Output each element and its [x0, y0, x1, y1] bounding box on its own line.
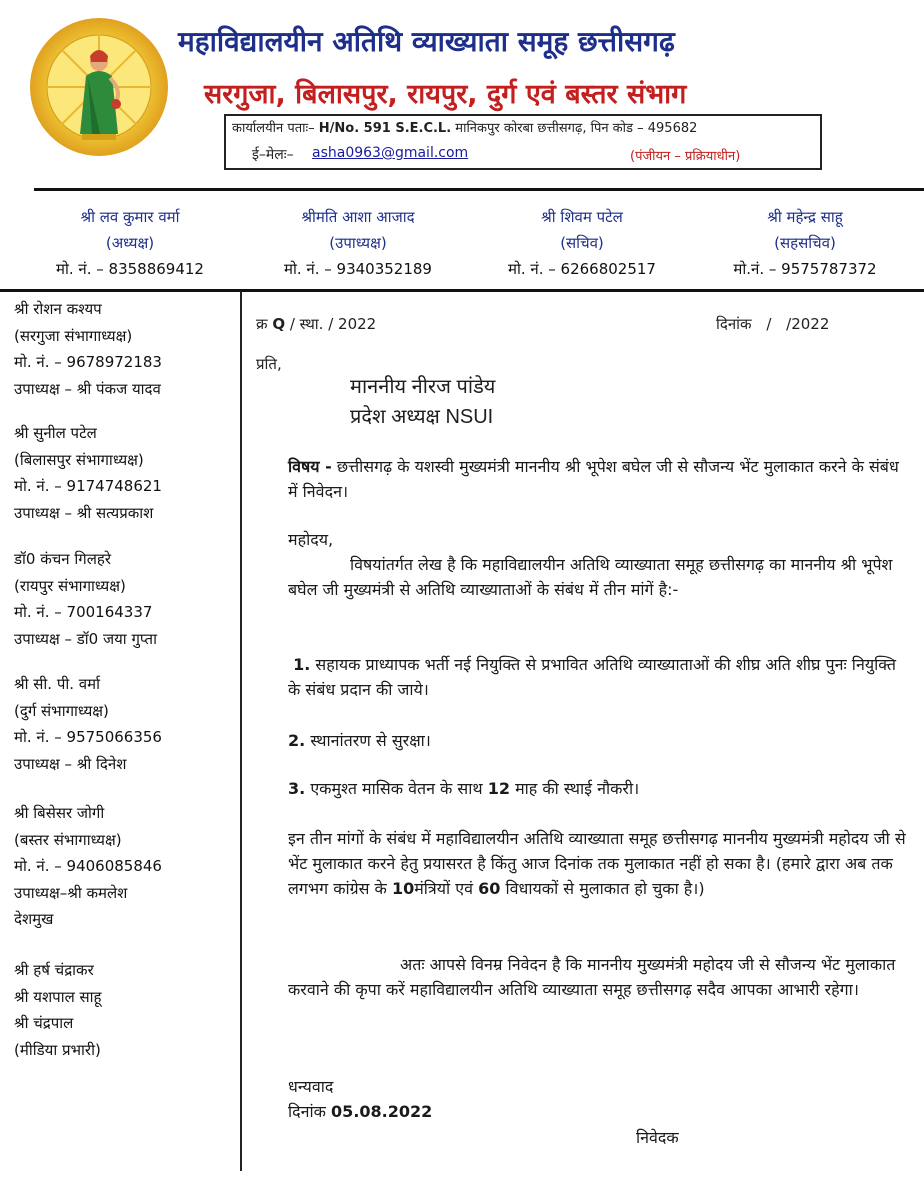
sidebar-line: उपाध्यक्ष – श्री पंकज यादव [14, 379, 161, 398]
sidebar-line: उपाध्यक्ष – श्री दिनेश [14, 754, 127, 773]
sidebar-line: उपाध्यक्ष – डॉ0 जया गुप्ता [14, 629, 157, 648]
sidebar-line: श्री यशपाल साहू [14, 987, 102, 1006]
demand-3 [288, 776, 912, 801]
sidebar-line: श्री सुनील पटेल [14, 424, 97, 442]
divisions-subtitle: सरगुजा, बिलासपुर, रायपुर, दुर्ग एवं बस्तर संभाग [204, 79, 687, 110]
officer-role: (उपाध्यक्ष) [329, 234, 387, 252]
sidebar-block-surguja [14, 296, 240, 402]
sidebar-block-bastar [14, 800, 240, 933]
demand-number: 2. [288, 731, 306, 750]
request-text: अतः आपसे विनम्र निवेदन है कि माननीय मुख्यमंत्री महोदय जी से सौजन्य भेंट मुलाकात करवाने की कृपा करें महाविद्यालयीन अतिथि व्याख्याता समूह छत्तीसगढ़ सदैव आपका आभारी रहेगा। [288, 955, 896, 999]
ministers-count: 10 [391, 879, 415, 898]
demand-number: 3. [288, 779, 306, 798]
officer-president [30, 204, 230, 282]
address-rest: मानिकपुर कोरबा छत्तीसगढ़, पिन कोड – 495682 [455, 121, 698, 136]
officer-role: (अध्यक्ष) [105, 234, 155, 252]
header-divider [34, 188, 924, 191]
officer-name: श्री महेन्द्र साहू [767, 208, 843, 226]
address-label: कार्यालयीन पताः– [232, 121, 315, 136]
demand-number: 1. [293, 655, 311, 674]
officer-name: श्रीमति आशा आजाद [301, 208, 415, 226]
signature-date [288, 1099, 912, 1124]
recipient-name: माननीय नीरज पांडेय [350, 376, 496, 398]
organization-logo [28, 16, 170, 158]
intro-text: विषयांतर्गत लेख है कि महाविद्यालयीन अतिथि व्याख्याता समूह छत्तीसगढ़ का माननीय श्री भूपेश बघेल जी मुख्यमंत्री से अतिथि व्याख्याताओं के संबंध में तीन मांगें है:- [288, 555, 893, 599]
sidebar-line: (मीडिया प्रभारी) [14, 1040, 101, 1059]
sidebar-line: मो. नं. – 700164337 [14, 603, 153, 621]
reference-number [256, 314, 376, 334]
officer-phone: मो.नं. – 9575787372 [733, 260, 877, 278]
sidebar-line: मो. नं. – 9406085846 [14, 857, 162, 875]
subject-text: छत्तीसगढ़ के यशस्वी मुख्यमंत्री माननीय श्री भूपेश बघेल जी से सौजन्य भेंट मुलाकात करने के संबंध में निवेदन। [288, 457, 899, 501]
sidebar-line: डॉ0 कंचन गिलहरे [14, 550, 111, 568]
subject [288, 454, 912, 504]
officer-role: (सहसचिव) [774, 234, 836, 252]
sidebar-line: श्री रोशन कश्यप [14, 300, 102, 318]
thanks: धन्यवाद [288, 1077, 334, 1096]
ref-q: Q [272, 315, 286, 333]
address-house-no: H/No. 591 S.E.C.L. [318, 121, 452, 136]
prati-label: प्रति, [256, 355, 282, 373]
registration-status: (पंजीयन – प्रक्रियाधीन) [630, 149, 741, 164]
demand-1 [288, 652, 912, 702]
sidebar-line: श्री हर्ष चंद्राकर [14, 961, 94, 979]
sidebar-block-media [14, 957, 240, 1063]
sidebar-divider [240, 291, 242, 1171]
officers-divider [0, 289, 924, 292]
salutation: महोदय, [288, 530, 334, 549]
demand-text: स्थानांतरण से सुरक्षा। [310, 731, 431, 750]
date-placeholder: दिनांक / /2022 [716, 315, 830, 333]
sidebar-line: उपाध्यक्ष – श्री सत्यप्रकाश [14, 503, 154, 522]
demand-months: 12 [487, 779, 510, 798]
sidebar-line: मो. नं. – 9575066356 [14, 728, 162, 746]
sidebar-line: श्री चंद्रपाल [14, 1014, 74, 1032]
sidebar-block-raipur [14, 546, 240, 652]
subject-label: विषय - [288, 457, 332, 476]
officer-role: (सचिव) [560, 234, 604, 252]
sidebar-line: देशमुख [14, 910, 54, 928]
address-line [232, 118, 697, 136]
sidebar-line: (दुर्ग संभागाध्यक्ष) [14, 701, 109, 720]
sidebar-line: श्री बिसेसर जोगी [14, 804, 105, 822]
sidebar-line: (सरगुजा संभागाध्यक्ष) [14, 326, 133, 345]
paragraph-meetings [288, 826, 912, 901]
sidebar-line: श्री सी. पी. वर्मा [14, 675, 100, 693]
sidebar-line: (रायपुर संभागाध्यक्ष) [14, 576, 126, 595]
officer-phone: मो. नं. – 6266802517 [508, 260, 656, 278]
sidebar-line: मो. नं. – 9174748621 [14, 477, 162, 495]
officer-phone: मो. नं. – 8358869412 [56, 260, 204, 278]
officer-joint-secretary [705, 204, 905, 282]
date-label: दिनांक [288, 1102, 326, 1121]
sidebar-block-bilaspur [14, 420, 240, 526]
sidebar-line: उपाध्यक्ष–श्री कमलेश [14, 883, 128, 902]
recipient-block [350, 372, 495, 432]
demand-text: एकमुश्त मासिक वेतन के साथ [310, 779, 483, 798]
demand-2 [288, 728, 912, 753]
sidebar-line: मो. नं. – 9678972183 [14, 353, 162, 371]
sidebar-block-durg [14, 671, 240, 777]
sidebar-line: (बिलासपुर संभागाध्यक्ष) [14, 450, 144, 469]
para-text: विधायकों से मुलाकात हो चुका है।) [505, 879, 705, 898]
email-link[interactable]: asha0963@gmail.com [312, 145, 469, 161]
date-value: 05.08.2022 [331, 1102, 433, 1121]
officer-phone: मो. नं. – 9340352189 [284, 260, 432, 278]
para-text: इन तीन मांगों के संबंध में महाविद्यालयीन अतिथि व्याख्याता समूह छत्तीसगढ़ माननीय मुख्यमंत्री महोदय जी से भेंट मुलाकात करने हेतु प्रयासरत है किंतु आज दिनांक तक मुलाकात नहीं हो सका है। (हमारे द्वारा अब तक लगभग कांग्रेस के [288, 829, 906, 898]
mla-count: 60 [478, 879, 501, 898]
para-text: मंत्रियों एवं [414, 879, 474, 898]
ref-prefix: क्र [256, 315, 268, 333]
signoff: निवेदक [636, 1128, 679, 1147]
email-label: ई–मेलः– [252, 147, 294, 163]
paragraph-request [288, 952, 912, 1002]
officer-secretary [482, 204, 682, 282]
demand-text: माह की स्थाई नौकरी। [515, 779, 640, 798]
recipient-title: प्रदेश अध्यक्ष NSUI [350, 406, 494, 428]
officer-vice-president [258, 204, 458, 282]
organization-title: महाविद्यालयीन अतिथि व्याख्याता समूह छत्तीसगढ़ [178, 25, 675, 58]
officer-name: श्री शिवम पटेल [541, 208, 623, 226]
officer-name: श्री लव कुमार वर्मा [80, 208, 180, 226]
sidebar-line: (बस्तर संभागाध्यक्ष) [14, 830, 122, 849]
ref-suffix: / स्था. / 2022 [289, 315, 377, 333]
intro-paragraph [288, 552, 912, 602]
demand-text: सहायक प्राध्यापक भर्ती नई नियुक्ति से प्रभावित अतिथि व्याख्याताओं की शीघ्र अति शीघ्र पुनः नियुक्ति के संबंध प्रदान की जाये। [288, 655, 896, 699]
